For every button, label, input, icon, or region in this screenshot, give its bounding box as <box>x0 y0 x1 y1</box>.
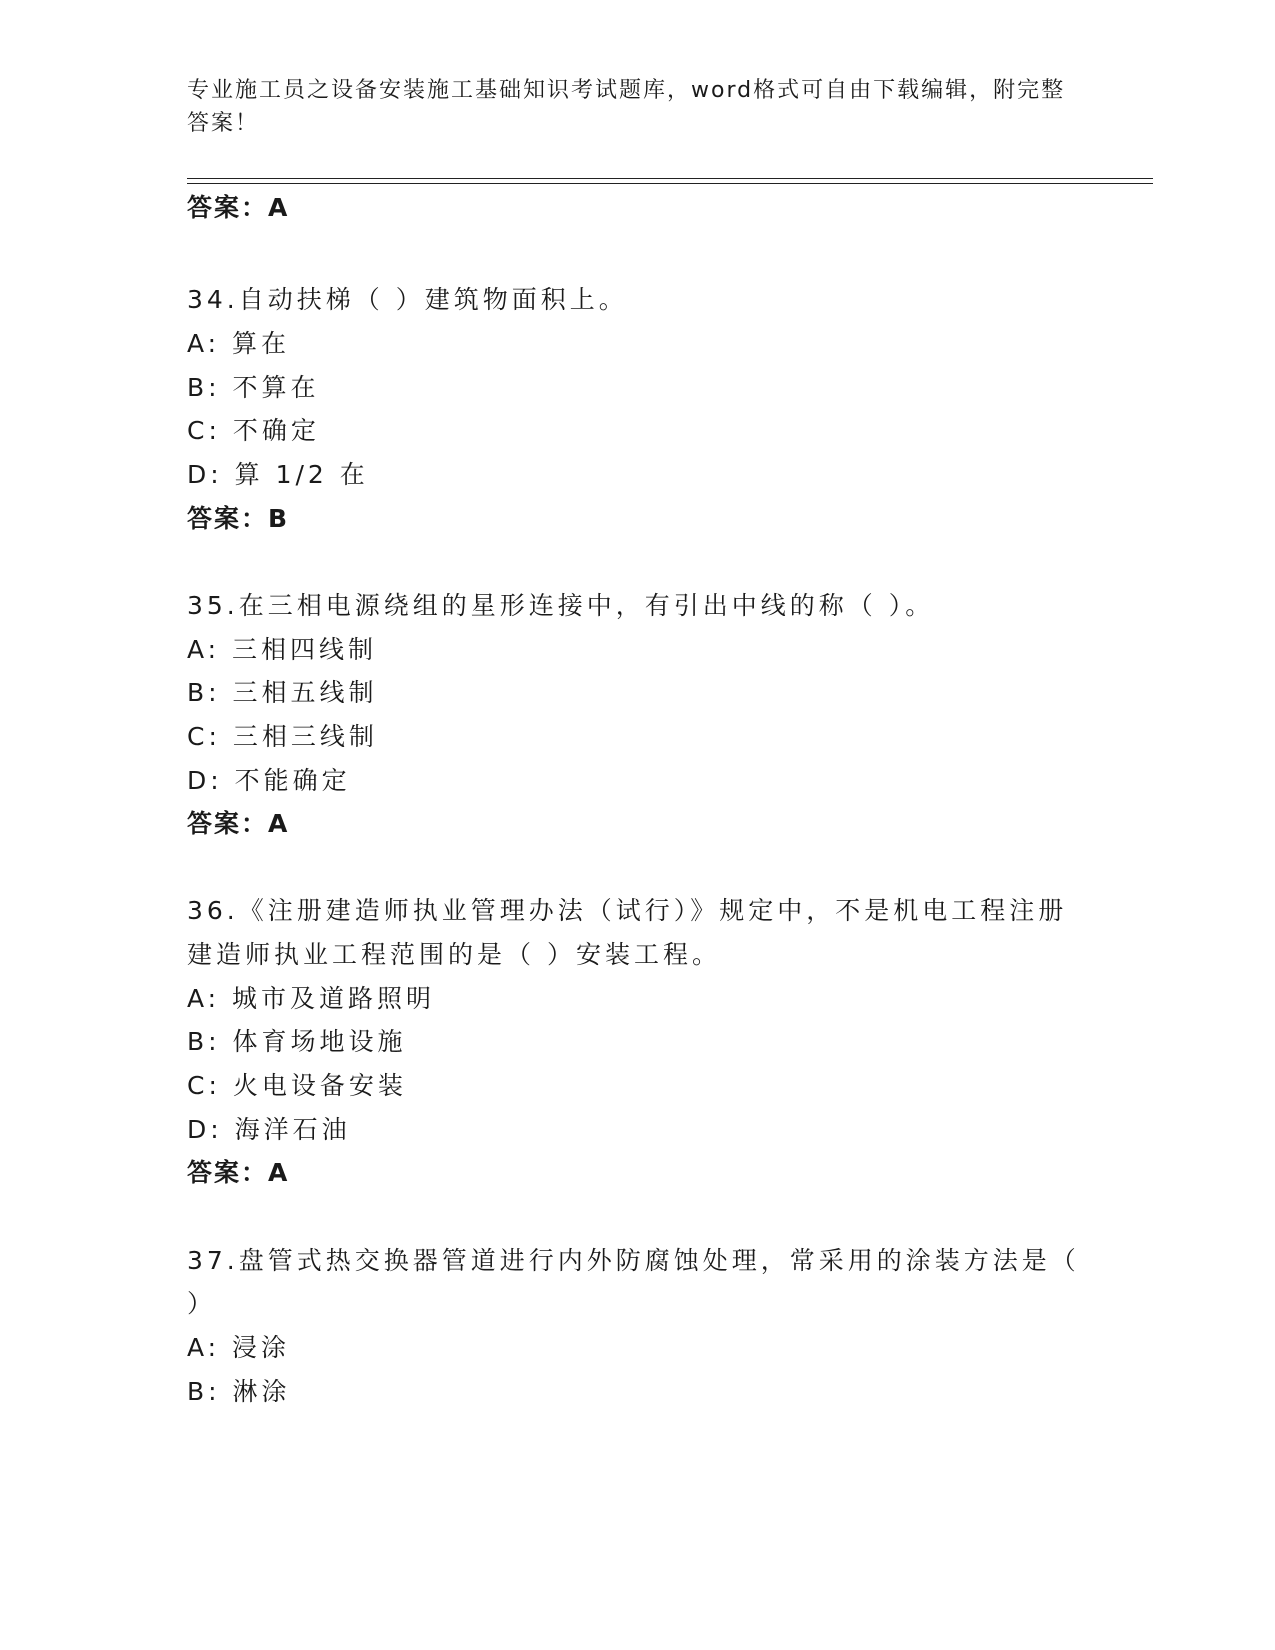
question-stem-line-2: ） <box>187 1289 217 1318</box>
option-d: D: 海洋石油 <box>187 1115 351 1144</box>
answer-q35: 答案：A <box>187 809 290 838</box>
option-d: D: 不能确定 <box>187 766 351 795</box>
question-stem: 35.在三相电源绕组的星形连接中，有引出中线的称（ ）。 <box>187 591 935 620</box>
option-a: A: 浸涂 <box>187 1333 291 1362</box>
option-a: A: 三相四线制 <box>187 635 378 664</box>
option-a: A: 城市及道路照明 <box>187 984 436 1013</box>
option-b: B: 三相五线制 <box>187 678 378 707</box>
answer-q33: 答案：A <box>187 193 290 222</box>
option-b: B: 淋涂 <box>187 1377 291 1406</box>
question-stem: 34.自动扶梯（ ）建筑物面积上。 <box>187 285 628 314</box>
question-stem-line-1: 37.盘管式热交换器管道进行内外防腐蚀处理，常采用的涂装方法是（ <box>187 1246 1080 1275</box>
answer-q36: 答案：A <box>187 1158 290 1187</box>
option-b: B: 不算在 <box>187 373 320 402</box>
header-divider-bottom <box>187 183 1153 184</box>
option-d: D: 算 1/2 在 <box>187 460 369 489</box>
question-stem-line-1: 36.《注册建造师执业管理办法（试行）》规定中，不是机电工程注册 <box>187 896 1068 925</box>
option-c: C: 火电设备安装 <box>187 1071 407 1100</box>
question-stem-line-2: 建造师执业工程范围的是（ ）安装工程。 <box>187 940 721 969</box>
option-c: C: 三相三线制 <box>187 722 378 751</box>
header-divider-top <box>187 178 1153 179</box>
option-a: A: 算在 <box>187 329 291 358</box>
option-c: C: 不确定 <box>187 416 320 445</box>
option-b: B: 体育场地设施 <box>187 1027 407 1056</box>
answer-q34: 答案：B <box>187 504 290 533</box>
document-header: 专业施工员之设备安装施工基础知识考试题库，word格式可自由下载编辑，附完整答案！ <box>187 78 1066 136</box>
